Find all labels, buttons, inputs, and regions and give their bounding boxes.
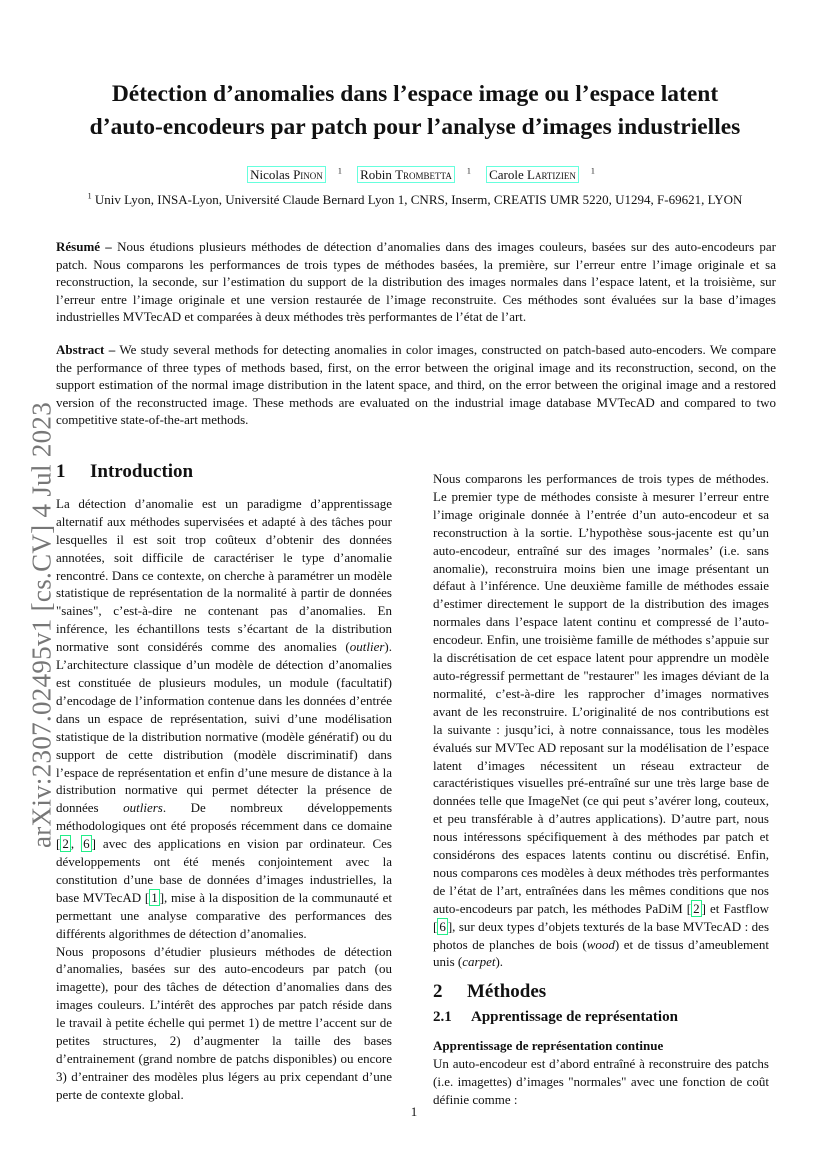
page-number: 1 xyxy=(410,1104,418,1119)
author-link-pinon[interactable]: Nicolas Pinon xyxy=(247,166,326,183)
section-heading-introduction: 1 Introduction xyxy=(56,461,194,482)
title-line-1: Détection d’anomalies dans l’espace image ou l’espace latent xyxy=(111,81,719,107)
citation-link[interactable]: 1 xyxy=(151,889,158,905)
methods-paragraph-1: Un auto-encodeur est d’abord entraîné à reconstruire des patchs (i.e. imagettes) d’images "normales" avec une fonction de coût définie comme : xyxy=(433,1056,769,1107)
affiliation: $^1$ Univ Lyon, INSA-Lyon, Université Claude Bernard Lyon 1, CNRS, Inserm, CREATIS UMR 5220, U1294, F-69621, LYON xyxy=(87,191,743,207)
author-link-trombetta[interactable]: Robin Trombetta xyxy=(357,166,455,183)
paragraph-heading: Apprentissage de représentation continue xyxy=(433,1038,664,1054)
resume-text: Nous étudions plusieurs méthodes de détection d’anomalies dans des images couleurs, basées sur des auto-encodeurs par patch. Nous comparons les performances de trois types de méthodes basées, la première, sur l’erreur entre l’image originale et sa reconstruction, la seconde, sur l’estimation du support de la distribution des images normales dans l’espace latent, et la troisième, sur l’erreur entre l’image originale et une version restaurée de l’image reconstruite. Ces méthodes sont évaluées sur la base d’images industrielles MVTecAD et comparées à deux méthodes très performantes de l’état de l’art. xyxy=(56,239,777,325)
citation-link[interactable]: 2 xyxy=(62,836,69,852)
author-list: Nicolas Pinon $^1$ Robin Trombetta $^1$ Carole Lartizien $^1$ xyxy=(60,167,770,183)
intro-paragraph-2: Nous proposons d’étudier plusieurs méthodes de détection d’anomalies, basées sur des auto-encodeurs par patch (ou imagette), pour des tâches de détection d’anomalies dans des images couleurs. L’intérêt des approches par patch réside dans le travail à petite échelle qui permet 1) de mettre l’accent sur de petites structures, 2) d’augmenter la taille des bases d’entrainement (grand nombre de patchs disponibles) ou encore 3) d’entrainer des modèles plus légers au prix cependant d’une perte de contexte global. xyxy=(56,943,392,1102)
section-heading-methodes: 2 Méthodes xyxy=(433,981,547,1003)
paper-title xyxy=(60,78,770,144)
author-link-lartizien[interactable]: Carole Lartizien xyxy=(486,166,579,183)
citation-link[interactable]: 2 xyxy=(693,900,700,916)
abstract-text: We study several methods for detecting anomalies in color images, constructed on patch-based auto-encoders. We compare the performance of three types of methods based, first, on the error between the original image and its reconstruction, second, on the support estimation of the normal image distribution in the latent space, and third, on the error between the original image and a restored version of the reconstructed image. These methods are evaluated on the industrial image database MVTecAD and compared to two competitive state-of-the-art methods. xyxy=(56,342,776,428)
arxiv-identifier-text: arXiv:2307.02495v1 [cs.CV] 4 Jul 2023 xyxy=(26,401,57,849)
right-column xyxy=(433,470,769,1109)
resume-fr xyxy=(56,238,776,326)
abstract-label: Abstract – xyxy=(56,342,116,357)
intro-paragraph-1: La détection d’anomalie est un paradigme d’apprentissage alternatif aux méthodes supervisées et adapté à des tâches pour lesquelles il est soit trop coûteux d’obtenir des données annotées, soit difficile de caractériser le type d’anomalie rencontré. Dans ce contexte, on cherche à paramétrer un modèle statistique de représentation de la normalité à partir de données "saines", c’est-à-dire ne contenant pas d’anomalies. En inférence, les échantillons tests s’écartant de la distribution normative sont considérés comme des anomalies (outlier). L’architecture classique d’un modèle de détection d’anomalies est constituée de plusieurs modules, un module (facultatif) d’encodage de l’information contenue dans les données d’entrée dans un espace de représentation, suivi d’une modélisation statistique de la distribution normative (modèle génératif) ou du support de cette distribution (modèle discriminatif) dans l’espace de représentation et enfin d’une mesure de distance à la distribution normative qui permet détecter la présence de données outliers. De nombreux développements méthodologiques ont été proposés récemment dans ce domaine [ 2 , 6 ] avec des applications en vision par ordinateur. Ces développements ont été menés conjointement avec la constitution d’une base de données d’images industrielles, la base MVTecAD [ 1 ], mise à la disposition de la communauté et permettant une analyse comparative des performances des différents algorithmes de détection d’anomalies. xyxy=(56,495,393,941)
left-column xyxy=(56,463,392,1104)
abstract-en xyxy=(56,341,776,429)
citation-link[interactable]: 6 xyxy=(83,836,90,852)
resume-label: Résumé – xyxy=(56,239,112,254)
intro-paragraph-3: Nous comparons les performances de trois types de méthodes. Le premier type de méthodes consiste à mesurer l’erreur entre l’image originale donnée à l’entrée d’un auto-encodeur et sa reconstruction à la sortie. L’hypothèse sous-jacente est qu’un auto-encodeur, entraîné sur des images ’normales’ (i.e. sans anomalie), reconstruira moins bien une image présentant un défaut à l’inférence. Une deuxième famille de méthodes essaie d’estimer directement le support de la distribution des images normales dans l’espace latent continu et compressé de l’auto-encodeur. Enfin, une troisième famille de méthodes s’appuie sur la discrétisation de cet espace latent pour apprendre un modèle auto-régressif permettant de "restaurer" les images déviant de la normalité, c’est-à-dire les rapprocher d’images normatives avant de les reconstruire. L’originalité de nos contributions est la suivante : jusqu’ici, à notre connaissance, tous les modèles évalués sur MVTec AD reposant sur la modélisation de l’espace latent d’images nécessitent un réseau extracteur de caractéristiques visuelles pré-entraîné sur une très large base de données telle que ImageNet (ce qui peut s’avérer long, couteux, et peu transférable à d’autres applications). D’autre part, nous nous intéressons spécifiquement à des méthodes par patch et considérons des espaces latents continu ou discrétisé. Enfin, nous comparons ces modèles à deux méthodes très performantes de l’état de l’art, entraînées dans les mêmes conditions que nos auto-encodeurs par patch, les méthodes PaDiM [ 2 ] et Fastflow [ 6 ], sur deux types d’objets texturés de la base MVTecAD : des photos de planches de bois (wood) et de tissus d’ameublement unis (carpet). xyxy=(433,471,769,970)
subsection-heading-apprentissage: 2.1 Apprentissage de représentation xyxy=(433,1009,678,1026)
citation-link[interactable]: 6 xyxy=(439,918,446,934)
title-line-2: d’auto-encodeurs par patch pour l’analyse d’images industrielles xyxy=(89,114,741,140)
